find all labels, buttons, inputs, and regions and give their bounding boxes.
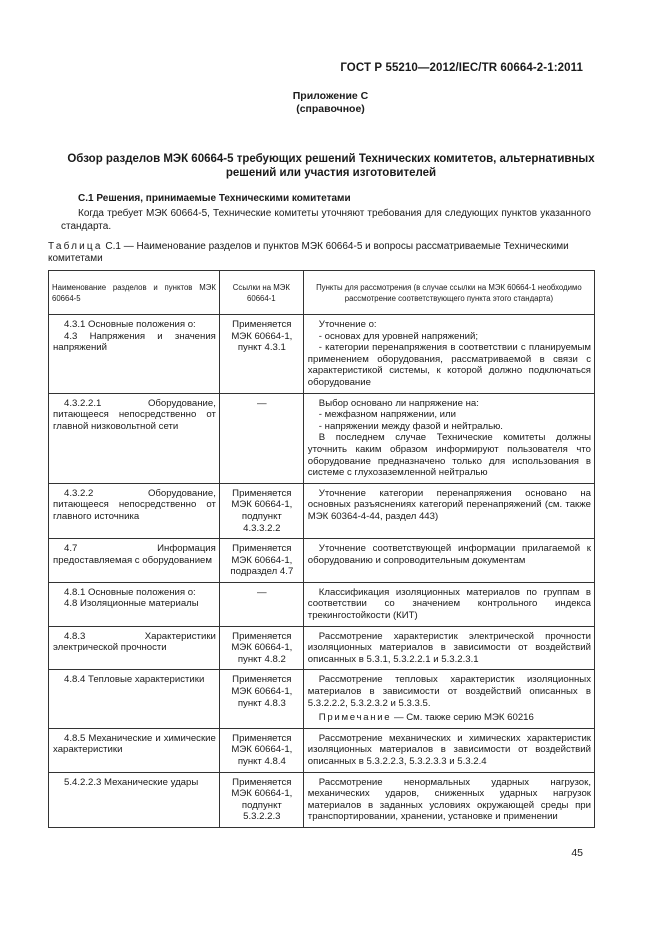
consideration-line: Рассмотрение тепловых характеристик изоляционных материалов в зависимости от воздействий описанных в 5.3.2.2.2, 5.3.2.3.2 и 5.3.3.5. xyxy=(307,674,591,709)
cell-reference xyxy=(219,483,303,538)
section-line: 5.4.2.2.3 Механические удары xyxy=(64,776,199,788)
cell-consideration xyxy=(303,315,594,394)
reference-line: Применяется xyxy=(232,732,292,744)
table-body xyxy=(49,315,595,828)
table-row xyxy=(49,539,595,583)
cell-consideration xyxy=(303,626,594,670)
header-col-references: Ссылки на МЭК 60664-1 xyxy=(219,271,303,315)
annex-title: Приложение С xyxy=(292,90,369,102)
reference-line: — xyxy=(257,397,267,409)
cell-reference xyxy=(219,393,303,483)
cell-section xyxy=(49,670,220,728)
reference-line: подпункт 5.3.2.2.3 xyxy=(241,799,282,823)
table-row xyxy=(49,483,595,538)
reference-line: Применяется xyxy=(232,543,292,555)
cell-section xyxy=(49,393,220,483)
reference-line: пункт 4.3.1 xyxy=(237,342,286,354)
cell-reference xyxy=(219,728,303,772)
table-row xyxy=(49,670,595,728)
table-caption-text: С.1 — Наименование разделов и пунктов МЭК 60664-5 и вопросы рассматриваемые Техническими комитетами xyxy=(48,241,569,264)
consideration-line: Выбор основано ли напряжение на: xyxy=(318,397,479,409)
section-line: 4.3.1 Основные положения о: xyxy=(64,319,196,330)
table-row xyxy=(49,728,595,772)
table-caption xyxy=(48,241,594,265)
section-line: 4.8.3 Характеристики электрической прочности xyxy=(53,630,216,654)
cell-reference xyxy=(219,582,303,626)
annex-heading xyxy=(0,90,661,116)
cell-section xyxy=(49,626,220,670)
consideration-line: - напряжении между фазой и нейтралью. xyxy=(318,420,503,432)
cell-consideration xyxy=(303,393,594,483)
note-label: Примечание xyxy=(318,712,392,724)
reference-line: МЭК 60664-1, xyxy=(231,330,293,342)
reference-line: Применяется xyxy=(232,487,292,499)
cell-consideration xyxy=(303,728,594,772)
reference-line: МЭК 60664-1, xyxy=(231,642,293,654)
standards-table xyxy=(48,270,595,828)
section-line: 4.8.1 Основные положения о: xyxy=(64,586,196,598)
consideration-line: Рассмотрение характеристик электрической прочности изоляционных материалов в зависимости от воздействий описанных в 5.3.1, 5.3.2.2.1 и 5.3.2.3.1 xyxy=(307,630,591,665)
consideration-line: Уточнение соответствующей информации прилагаемой к оборудованию и сопроводительным документам xyxy=(307,543,591,566)
cell-consideration xyxy=(303,539,594,583)
cell-reference xyxy=(219,670,303,728)
page-number: 45 xyxy=(571,847,583,859)
table-row xyxy=(49,772,595,827)
cell-reference xyxy=(219,626,303,670)
reference-line: Применяется xyxy=(232,674,292,686)
reference-line: МЭК 60664-1, xyxy=(231,554,293,566)
cell-section xyxy=(49,772,220,827)
cell-section xyxy=(49,315,220,394)
cell-consideration xyxy=(303,582,594,626)
cell-section xyxy=(49,728,220,772)
standard-header: ГОСТ Р 55210—2012/IEC/TR 60664-2-1:2011 xyxy=(340,62,583,74)
reference-line: Применяется xyxy=(232,776,292,788)
table-row xyxy=(49,626,595,670)
table-row xyxy=(49,315,595,394)
table-header-row xyxy=(49,271,595,315)
table-note xyxy=(308,712,591,724)
cell-section xyxy=(49,483,220,538)
section-line: 4.8.4 Тепловые характеристики xyxy=(64,674,205,686)
cell-section xyxy=(49,582,220,626)
section-line: 4.7 Информация предоставляемая с оборудованием xyxy=(53,543,216,566)
reference-line: Применяется xyxy=(232,630,292,642)
cell-reference xyxy=(219,539,303,583)
header-col-sections: Наименование разделов и пунктов МЭК 60664-5 xyxy=(49,271,220,315)
section-line: 4.3.2.2.1 Оборудование, питающееся непосредственно от главной низковольтной сети xyxy=(53,397,216,432)
consideration-line: Рассмотрение ненормальных ударных нагрузок, механических ударов, сниженных ударных нагрузок материалов в заданных условиях окружающей среды при транспортировании, хранении, установке и применении xyxy=(307,776,591,823)
section-line: 4.3.2.2 Оборудование, питающееся непосредственно от главного источника xyxy=(53,487,216,522)
reference-line: МЭК 60664-1, xyxy=(231,686,293,698)
section-heading: С.1 Решения, принимаемые Техническими комитетами xyxy=(78,193,351,204)
reference-line: Применяется xyxy=(232,319,292,330)
reference-line: — xyxy=(257,586,267,598)
table-row xyxy=(49,393,595,483)
section-line: 4.8.5 Механические и химические характеристики xyxy=(53,732,216,756)
cell-consideration xyxy=(303,670,594,728)
reference-line: МЭК 60664-1, xyxy=(231,744,293,756)
cell-consideration xyxy=(303,483,594,538)
consideration-line: - основах для уровней напряжений; xyxy=(318,330,479,342)
consideration-line: - категории перенапряжения в соответствии с планируемым применением оборудования, рассматриваемой в связи с характеристикой системы, к которой должно подключаться оборудование xyxy=(307,342,591,388)
annex-subtitle: (справочное) xyxy=(296,103,365,115)
reference-line: МЭК 60664-1, xyxy=(231,499,293,511)
consideration-line: В последнем случае Технические комитеты должны уточнить каким образом информируют пользователя что оборудование предназначено только для использования в системе с глухозаземленной нейтралью xyxy=(307,432,591,479)
consideration-line: Рассмотрение механических и химических характеристик изоляционных материалов в зависимости от воздействий описанных в 5.3.2.2.3, 5.3.2.3.3 и 5.3.2.4 xyxy=(307,732,591,767)
reference-line: подпункт 4.3.3.2.2 xyxy=(241,510,282,534)
reference-line: пункт 4.8.3 xyxy=(237,697,286,709)
cell-section xyxy=(49,539,220,583)
document-title: Обзор разделов МЭК 60664-5 требующих решений Технических комитетов, альтернативных решений или участия изготовителей xyxy=(67,153,595,179)
cell-reference xyxy=(219,772,303,827)
section-paragraph: Когда требует МЭК 60664-5, Технические комитеты уточняют требования для следующих пунктов указанного стандарта. xyxy=(61,208,591,232)
table-caption-label: Таблица xyxy=(48,241,103,252)
section-line: 4.3 Напряжения и значения напряжений xyxy=(53,330,216,354)
note-text: — См. также серию МЭК 60216 xyxy=(391,712,534,724)
consideration-line: Уточнение о: xyxy=(318,319,377,330)
consideration-line: Классификация изоляционных материалов по группам в соответствии со значением контрольного индекса трекингостойкости (КИТ) xyxy=(307,586,591,622)
consideration-line: - межфазном напряжении, или xyxy=(318,409,456,421)
reference-line: пункт 4.8.4 xyxy=(237,756,286,767)
reference-line: подраздел 4.7 xyxy=(230,566,294,578)
cell-consideration xyxy=(303,772,594,827)
reference-line: пункт 4.8.2 xyxy=(237,653,286,665)
consideration-line: Уточнение категории перенапряжения основано на основных разъяснениях категорий перенапряжений (см. также МЭК 60364-4-44, раздел 443) xyxy=(307,487,591,522)
section-line: 4.8 Изоляционные материалы xyxy=(64,598,199,610)
header-col-items: Пункты для рассмотрения (в случае ссылки на МЭК 60664-1 необходимо рассмотрение соответствующего пункта этого стандарта) xyxy=(303,271,594,315)
table-row xyxy=(49,582,595,626)
reference-line: МЭК 60664-1, xyxy=(231,788,293,800)
cell-reference xyxy=(219,315,303,394)
